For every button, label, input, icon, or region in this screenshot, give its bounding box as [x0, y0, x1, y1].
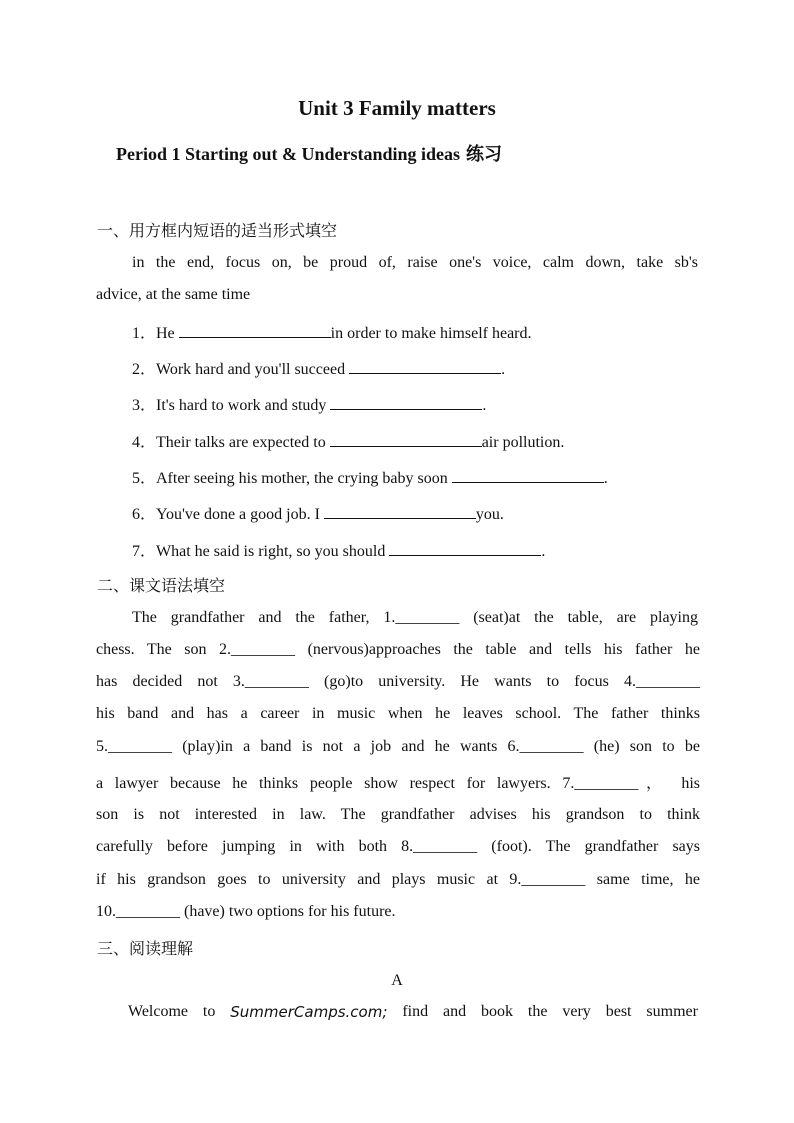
exercise-item-1: 1．He in order to make himself heard.	[132, 325, 532, 342]
section-1-heading: 一、用方框内短语的适当形式填空	[97, 221, 338, 240]
website-link[interactable]: SummerCamps.com;	[230, 1003, 388, 1021]
answer-blank[interactable]	[389, 541, 541, 556]
passage-line: a lawyer because he thinks people show respect for lawyers. 7.________， his	[96, 775, 700, 792]
subtitle-text: Period 1 Starting out & Understanding ideas	[116, 144, 461, 164]
exercise-item-6: 6．You've done a good job. I you.	[132, 506, 504, 523]
answer-blank[interactable]	[179, 323, 331, 338]
passage-line: 5.________ (play)in a band is not a job and he wants 6.________ (he) son to be	[96, 738, 700, 755]
exercise-item-4: 4．Their talks are expected to air pollution.	[132, 434, 565, 451]
passage-label: A	[391, 972, 403, 989]
passage-line: his band and has a career in music when he leaves school. The father thinks	[96, 705, 700, 722]
subtitle-cn: 练习	[466, 144, 503, 165]
section-3-heading: 三、阅读理解	[97, 939, 194, 958]
passage-line: The grandfather and the father, 1.________ (seat)at the table, are playing	[132, 609, 698, 626]
answer-blank[interactable]	[452, 468, 604, 483]
passage-line: chess. The son 2.________ (nervous)approaches the table and tells his father he	[96, 641, 700, 658]
passage-line: has decided not 3.________ (go)to university. He wants to focus 4.________	[96, 673, 700, 690]
passage-line: carefully before jumping in with both 8.________ (foot). The grandfather says	[96, 838, 700, 855]
phrase-box-line-1: in the end, focus on, be proud of, raise one's voice, calm down, take sb's	[132, 254, 698, 271]
phrase-box-line-2: advice, at the same time	[96, 286, 251, 303]
exercise-item-7: 7．What he said is right, so you should .	[132, 543, 546, 560]
document-title: Unit 3 Family matters	[298, 96, 496, 120]
exercise-item-2: 2．Work hard and you'll succeed .	[132, 361, 506, 378]
section-2-heading: 二、课文语法填空	[97, 576, 226, 595]
passage-last-line: 10.________ (have) two options for his future.	[96, 903, 396, 920]
answer-blank[interactable]	[330, 395, 482, 410]
passage-line: if his grandson goes to university and plays music at 9.________ same time, he	[96, 871, 700, 888]
answer-blank[interactable]	[349, 359, 501, 374]
document-subtitle	[116, 140, 502, 166]
exercise-item-5: 5．After seeing his mother, the crying baby soon .	[132, 470, 608, 487]
answer-blank[interactable]	[330, 432, 482, 447]
passage-line: son is not interested in law. The grandfather advises his grandson to think	[96, 806, 700, 823]
answer-blank[interactable]	[324, 504, 476, 519]
reading-intro-line: Welcome to SummerCamps.com; find and book the very best summer	[128, 1003, 698, 1021]
exercise-item-3: 3．It's hard to work and study .	[132, 397, 487, 414]
